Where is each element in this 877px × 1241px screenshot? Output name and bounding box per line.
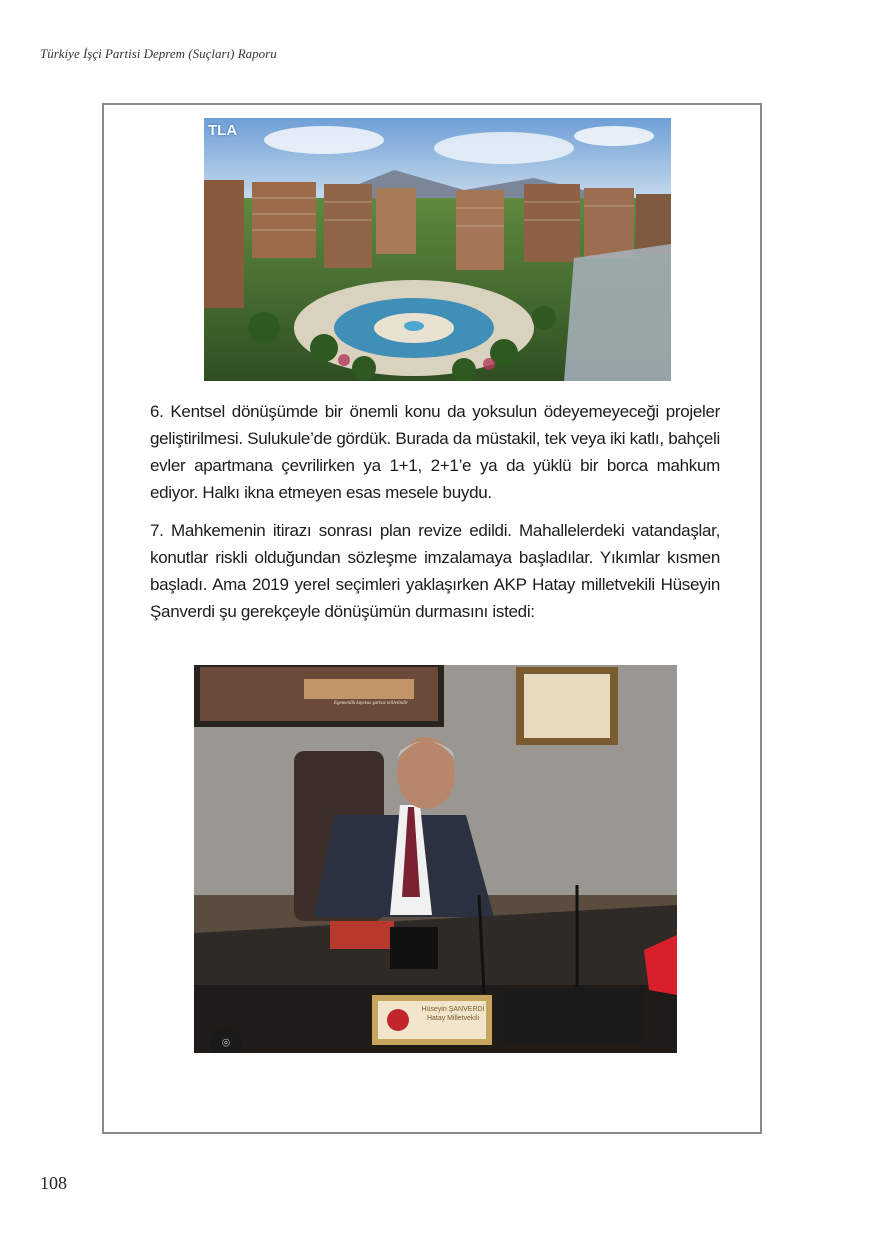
page-number: 108: [40, 1173, 67, 1193]
deputy-office-photo: [194, 665, 677, 1053]
running-header: Türkiye İşçi Partisi Deprem (Suçları) Raporu: [40, 46, 277, 61]
paragraph-7: 7. Mahkemenin itirazı sonrası plan revize edildi. Mahallelerdeki vatandaşlar, konutlar riskli olduğundan sözleşme imzalamaya başladılar. Yıkımlar kısmen başladı. Ama 2019 yerel seçimleri yaklaşırken AKP Hatay milletvekili Hüseyin Şanverdi şu gerekçeyle dönüşümün durmasını istedi:: [150, 521, 720, 621]
urban-renewal-rendering-image: [204, 118, 671, 381]
nameplate-title: Hatay Milletvekili: [426, 1015, 480, 1022]
nameplate-name: Hüseyin ŞANVERDİ: [421, 1006, 485, 1013]
tla-logo: TLA: [208, 122, 238, 139]
poster-caption: Egemenlik kayıtsız şartsız milletindir: [334, 701, 409, 706]
image-scan-icon[interactable]: ⌾: [222, 1035, 230, 1050]
paragraph-6: 6. Kentsel dönüşümde bir önemli konu da yoksulun ödeyemeyeceği projeler geliştirilmesi. Sulukule’de gördük. Burada da müstakil, tek veya iki katlı, bahçeli evler apartmana çevrilirken ya 1+1, 2+1’e ya da yüklü bir borca mahkum ediyor. Halkı ikna etmeyen esas mesele buydu.: [150, 402, 720, 502]
nameplate: [415, 1005, 491, 1023]
